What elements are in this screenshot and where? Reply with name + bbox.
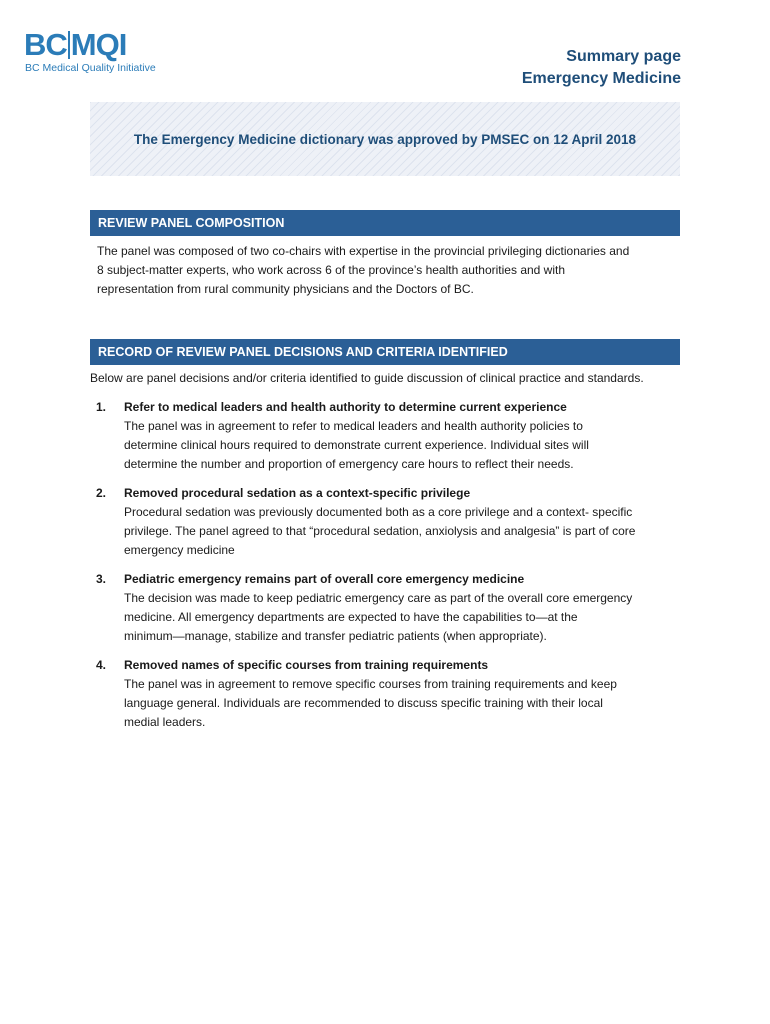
item-title: Pediatric emergency remains part of overall core emergency medicine [124,572,525,586]
composition-line: The panel was composed of two co-chairs with expertise in the provincial privileging dictionaries and [97,244,630,258]
composition-line: 8 subject-matter experts, who work across 6 of the province’s health authorities and with [97,263,566,277]
item-line: minimum—manage, stabilize and transfer pediatric patients (when appropriate). [124,629,547,643]
record-intro: Below are panel decisions and/or criteria identified to guide discussion of clinical practice and standards. [90,371,644,385]
summary-title: Summary page [566,48,681,65]
summary-heading [522,46,681,90]
list-item [96,656,676,732]
approval-banner [90,102,680,176]
item-line: The panel was in agreement to refer to medical leaders and health authority policies to [124,419,583,433]
item-line: emergency medicine [124,543,235,557]
record-heading: RECORD OF REVIEW PANEL DECISIONS AND CRITERIA IDENTIFIED [90,339,680,365]
item-line: determine the number and proportion of emergency care hours to reflect their needs. [124,457,574,471]
logo-bc: BC [24,27,67,62]
item-line: Procedural sedation was previously documented both as a core privilege and a context- specific [124,505,633,519]
composition-paragraph [97,242,677,299]
item-title: Removed names of specific courses from training requirements [124,658,489,672]
item-line: determine clinical hours required to demonstrate current experience. Individual sites will [124,438,589,452]
item-number: 3. [96,572,107,586]
list-item [96,484,676,560]
item-number: 2. [96,486,107,500]
logo-divider [68,31,70,59]
item-line: medial leaders. [124,715,206,729]
item-title: Removed procedural sedation as a context-specific privilege [124,486,471,500]
decision-list [96,398,676,742]
item-line: privilege. The panel agreed to that “procedural sedation, anxiolysis and analgesia” is part of core [124,524,636,538]
composition-heading: REVIEW PANEL COMPOSITION [90,210,680,236]
item-line: The panel was in agreement to remove specific courses from training requirements and keep [124,677,617,691]
item-number: 4. [96,658,107,672]
logo-mark [24,28,126,62]
composition-line: representation from rural community physicians and the Doctors of BC. [97,282,474,296]
item-title: Refer to medical leaders and health authority to determine current experience [124,400,567,414]
logo-subtitle: BC Medical Quality Initiative [25,62,156,74]
item-line: The decision was made to keep pediatric emergency care as part of the overall core emergency [124,591,633,605]
list-item [96,398,676,474]
item-number: 1. [96,400,107,414]
item-line: language general. Individuals are recommended to discuss specific training with their local [124,696,603,710]
approval-text: The Emergency Medicine dictionary was approved by PMSEC on 12 April 2018 [133,131,637,147]
bcmqi-logo [24,28,184,78]
summary-specialty: Emergency Medicine [521,70,681,87]
logo-mqi: MQI [70,27,127,62]
list-item [96,570,676,646]
item-line: medicine. All emergency departments are expected to have the capabilities to—at the [124,610,578,624]
